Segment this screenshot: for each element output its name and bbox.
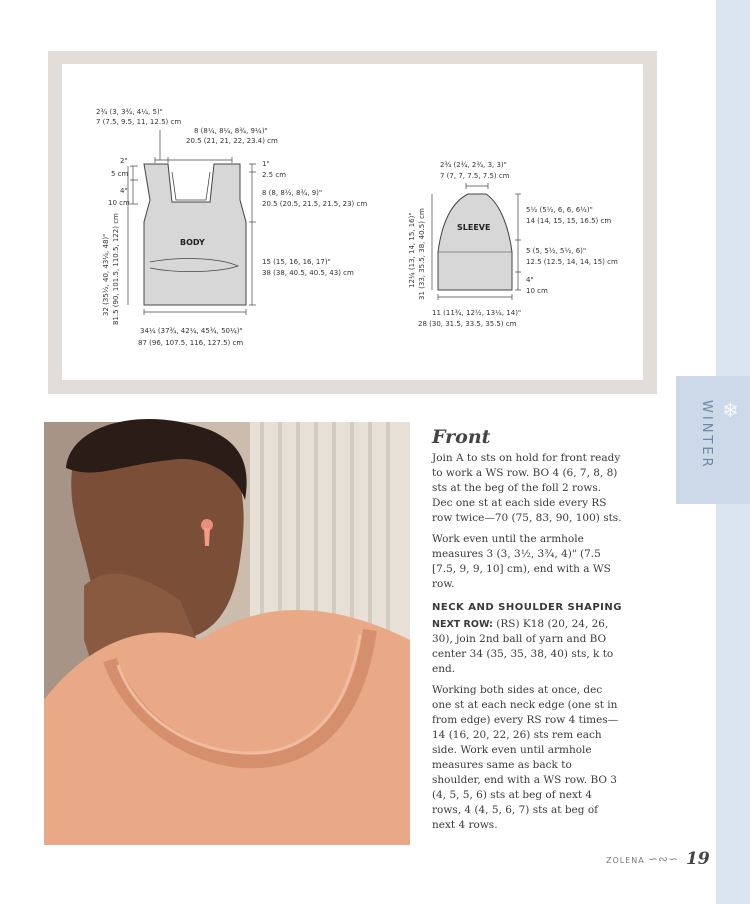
body-tag: BODY (180, 238, 205, 247)
paragraph-3 (432, 617, 622, 677)
model-photo (44, 422, 410, 845)
paragraph-4: Working both sides at once, dec one st at each neck edge (one st in from edge) every RS row 4 times—14 (16, 20, 22, 26) sts rem each side. Work even until armhole measures same as back to shoulder, end with a WS row. BO 3 (4, 5, 5, 6) sts at beg of next 4 rows, 4 (4, 5, 6, 7) sts at beg of next 4 rows. (432, 684, 619, 831)
sleeve-top-cm: 7 (7, 7, 7.5, 7.5) cm (440, 172, 510, 180)
body-armhole-in: 8 (8, 8½, 8¾, 9)" (262, 189, 323, 197)
subheading: NECK AND SHOULDER SHAPING (432, 602, 622, 613)
swirl-ornament-icon: ∽∾∽ (648, 852, 679, 866)
body-top-width-in: 2¾ (3, 3¾, 4¼, 5)" (96, 108, 163, 116)
sleeve-bottom-cm: 28 (30, 31.5, 33.5, 35.5) cm (418, 320, 517, 328)
sleeve-bottom-in: 11 (11¾, 12½, 13¼, 14)" (432, 309, 522, 317)
body-armhole-cm: 20.5 (20.5, 21.5, 21.5, 23) cm (262, 200, 368, 208)
sleeve-mid-in: 5 (5, 5½, 5½, 6)" (526, 247, 587, 255)
body-shape (144, 164, 246, 305)
body-top-width-cm: 7 (7.5, 9.5, 11, 12.5) cm (96, 118, 182, 126)
sleeve-top-in: 2¾ (2¾, 2¾, 3, 3)" (440, 161, 507, 169)
sleeve-width-cm: 31 (33, 35.5, 38, 40.5) cm (418, 208, 426, 300)
sleeve-cap-in: 5½ (5½, 6, 6, 6½)" (526, 206, 593, 214)
body-side-in: 15 (15, 16, 16, 17)" (262, 258, 331, 266)
sleeve-tag: SLEEVE (457, 223, 491, 232)
body-neck-width-in: 8 (8¼, 8¼, 8¾, 9¼)" (194, 127, 268, 135)
paragraph-1: Join A to sts on hold for front ready to work a WS row. BO 4 (6, 7, 8, 8) sts at the beg of the foll 2 rows. Dec one st at each side every RS row twice—70 (75, 83, 90, 100) sts. (432, 452, 622, 524)
body-left-2-cm: 5 cm (111, 170, 129, 178)
body-left-2-in: 2" (120, 157, 128, 165)
body-side-cm: 38 (38, 40.5, 40.5, 43) cm (262, 269, 354, 277)
body-bottom-in: 34¼ (37¾, 42¼, 45¾, 50¼)" (140, 327, 243, 335)
sleeve-shape (438, 194, 512, 290)
chapter-label: WINTER (699, 400, 714, 470)
paragraph-3-text: (RS) K18 (20, 24, 26, 30), join 2nd ball of yarn and BO center 34 (35, 35, 38, 40) sts, k to end. (432, 618, 614, 675)
sleeve-cuff-in: 4" (526, 276, 534, 284)
body-left-4-in: 4" (120, 187, 128, 195)
sleeve-cuff-cm: 10 cm (526, 287, 548, 295)
sleeve-width-in: 12¼ (13, 14, 15, 16)" (408, 212, 416, 288)
body-right-1-cm: 2.5 cm (262, 171, 287, 179)
body-left-4-cm: 10 cm (108, 199, 130, 207)
footer-brand: ZOLENA (606, 856, 645, 865)
paragraph-2: Work even until the armhole measures 3 (3, 3½, 3¾, 4)" (7.5 [7.5, 9, 9, 10] cm), end with a WS row. (432, 533, 611, 590)
sleeve-cap-cm: 14 (14, 15, 15, 16.5) cm (526, 217, 612, 225)
body-neck-inner (172, 172, 210, 200)
section-title: Front (432, 426, 491, 448)
instructions-column (432, 426, 622, 839)
body-right-1-in: 1" (262, 160, 270, 168)
sleeve-mid-cm: 12.5 (12.5, 14, 14, 15) cm (526, 258, 618, 266)
body-length-in: 32 (35½, 40, 43¼, 48)" (102, 233, 110, 316)
body-neck-width-cm: 20.5 (21, 21, 22, 23.4) cm (186, 137, 278, 145)
run-in-heading: NEXT ROW: (432, 619, 493, 630)
body-length-cm: 81.5 (90, 101.5, 110.5, 122) cm (112, 213, 120, 325)
body-bottom-cm: 87 (96, 107.5, 116, 127.5) cm (138, 339, 244, 347)
snowflake-icon: ❄ (722, 398, 739, 422)
page-number: 19 (686, 849, 710, 869)
